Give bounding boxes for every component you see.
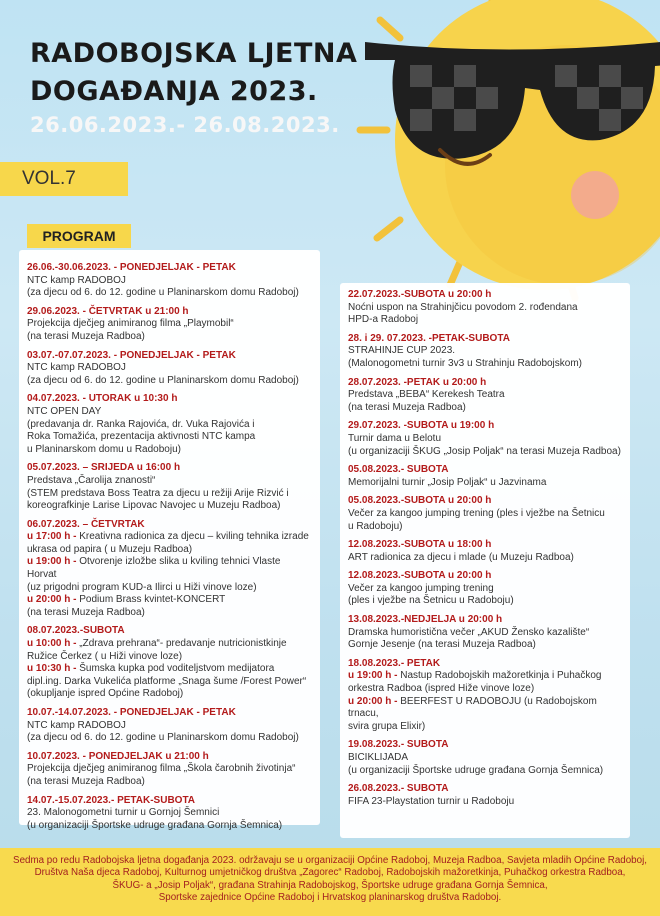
event-date: 03.07.-07.07.2023. - PONEDJELJAK - PETAK <box>27 349 236 361</box>
event-line <box>27 331 312 344</box>
event-text: Memorijalni turnir „Josip Poljak“ u Jazvinama <box>348 476 547 488</box>
event-text: „Zdrava prehrana“- predavanje nutricionistkinje <box>79 638 287 650</box>
event-text: NTC kamp RADOBOJ <box>27 719 126 731</box>
event-text: (na terasi Muzeja Radboa) <box>27 775 145 787</box>
event-line <box>348 583 622 596</box>
event-entry <box>348 420 622 458</box>
program-list-right <box>340 283 630 838</box>
event-time: u 20:00 h - <box>348 695 401 707</box>
event-text: (predavanja dr. Ranka Rajovića, dr. Vuka Rajovića i <box>27 418 255 430</box>
footer-organizers <box>0 848 660 916</box>
event-date: 06.07.2023. – ČETVRTAK <box>27 518 145 530</box>
event-line <box>348 358 622 371</box>
event-entry <box>27 462 312 512</box>
event-line <box>348 302 622 315</box>
event-line <box>348 477 622 490</box>
event-entry <box>348 495 622 533</box>
event-date: 26.08.2023.- SUBOTA <box>348 783 449 795</box>
event-text: (za djecu od 6. do 12. godine u Planinarskom domu Radoboj) <box>27 732 299 744</box>
event-line <box>348 721 622 734</box>
event-text: BICIKLIJADA <box>348 752 409 763</box>
event-line <box>348 765 622 778</box>
event-line <box>27 820 312 833</box>
event-text: Podium Brass kvintet-KONCERT <box>79 594 226 606</box>
event-date: 13.08.2023.-NEDJELJA u 20:00 h <box>348 614 503 626</box>
event-line <box>27 419 312 432</box>
event-text: FIFA 23-Playstation turnir u Radoboju <box>348 795 515 807</box>
event-line <box>348 639 622 652</box>
event-line <box>27 607 312 620</box>
event-date: 12.08.2023.-SUBOTA u 20:00 h <box>348 570 492 582</box>
event-time: u 10:00 h - <box>27 638 80 650</box>
event-line <box>348 508 622 521</box>
cheek-icon <box>571 171 619 219</box>
event-line <box>348 670 622 683</box>
event-entry <box>348 739 622 777</box>
event-text: Projekcija dječjeg animiranog filma „Škola čarobnih životinja“ <box>27 763 296 775</box>
event-line <box>27 807 312 820</box>
event-date: 28.07.2023. -PETAK u 20:00 h <box>348 376 487 388</box>
event-line <box>27 556 312 581</box>
date-range: 26.06.2023.- 26.08.2023. <box>30 113 340 137</box>
event-date: 29.06.2023. - ČETVRTAK u 21:00 h <box>27 305 189 317</box>
event-line <box>348 683 622 696</box>
footer-line: Sportske zajednice Općine Radoboj i Hrvatskog planinarskog društva Radoboj. <box>158 892 502 904</box>
event-entry <box>348 289 622 327</box>
event-date: 14.07.-15.07.2023.- PETAK-SUBOTA <box>27 794 196 806</box>
event-text: Večer za kangoo jumping trening <box>348 582 494 594</box>
event-text: NTC OPEN DAY <box>27 405 102 417</box>
event-text: (STEM predstava Boss Teatra za djecu u režiji Arije Rizvić i <box>27 487 289 499</box>
event-entry <box>27 262 312 300</box>
event-entry <box>27 350 312 388</box>
event-entry <box>27 393 312 456</box>
event-entry <box>27 306 312 344</box>
event-text: Šumska kupka pod voditeljstvom medijatora <box>79 663 275 675</box>
event-text: Večer za kangoo jumping trening (ples i vježbe na Šetnicu <box>348 507 605 519</box>
event-text: (Malonogometni turnir 3v3 u Strahinju Radobojskom) <box>348 357 583 369</box>
event-text: (okupljanje ispred Općine Radoboj) <box>27 688 184 700</box>
event-line <box>27 475 312 488</box>
event-text: u Radoboju) <box>348 520 403 532</box>
event-line <box>27 688 312 701</box>
event-entry <box>27 519 312 620</box>
event-line <box>348 389 622 402</box>
event-line <box>27 594 312 607</box>
event-text: Otvorenje izložbe slika u kviling tehnici Vlaste Horvat <box>27 556 281 581</box>
event-date: 10.07.-14.07.2023. - PONEDJELJAK - PETAK <box>27 707 236 718</box>
event-text: dipl.ing. Darka Vukelića platforme „Snaga šume /Forest Power“ <box>27 675 307 687</box>
event-date: 05.08.2023.- SUBOTA <box>348 464 449 476</box>
event-line <box>27 676 312 689</box>
event-entry <box>27 751 312 789</box>
event-time: u 19:00 h - <box>348 670 401 682</box>
event-line <box>27 531 312 544</box>
event-entry <box>27 707 312 745</box>
event-line <box>348 314 622 327</box>
event-line <box>27 651 312 664</box>
event-text: svira grupa Elixir) <box>348 720 426 732</box>
event-line <box>27 406 312 419</box>
page-title <box>30 35 357 111</box>
event-text: HPD-a Radoboj <box>348 314 419 326</box>
event-text: (za djecu od 6. do 12. godine u Planinarskom domu Radoboj) <box>27 287 299 299</box>
event-entry <box>27 625 312 701</box>
event-text: (u organizaciji Športske udruge građana Gornja Šemnica) <box>348 764 604 776</box>
event-line <box>348 627 622 640</box>
event-date: 28. i 29. 07.2023. -PETAK-SUBOTA <box>348 332 510 344</box>
event-date: 05.08.2023.-SUBOTA u 20:00 h <box>348 495 492 507</box>
event-line <box>348 446 622 459</box>
event-text: (u organizaciji Športske udruge građana Gornja Šemnica) <box>27 819 283 831</box>
event-line <box>27 638 312 651</box>
event-date: 10.07.2023. - PONEDJELJAK u 21:00 h <box>27 750 209 762</box>
event-date: 29.07.2023. -SUBOTA u 19:00 h <box>348 420 495 432</box>
event-text: Ružice Čerkez ( u Hiži vinove loze) <box>27 650 183 662</box>
event-text: BEERFEST U RADOBOJU (u Radobojskom trnacu, <box>348 695 597 720</box>
event-text: u Planinarskom domu u Radoboju) <box>27 443 181 455</box>
event-text: Noćni uspon na Strahinjčicu povodom 2. rođendana <box>348 301 578 313</box>
event-time: u 17:00 h - <box>27 531 80 543</box>
event-line <box>348 696 622 721</box>
footer-line: Sedma po redu Radobojska ljetna događanja 2023. održavaju se u organizaciji Općine Radoboj, Muzeja Radboa, Savjeta mladih Općine Radoboj, <box>13 855 647 866</box>
event-line <box>348 433 622 446</box>
event-line <box>348 595 622 608</box>
footer-line: Društva Naša djeca Radoboj, Kulturnog umjetničkog društva „Zagorec“ Radoboj, Radobojskih mažoretkinja, Puhačkog orkestra Radboa, <box>34 867 626 879</box>
event-text: Predstava „BEBA“ Kerekesh Teatra <box>348 389 505 401</box>
event-text: (ples i vježbe na Šetnicu u Radoboju) <box>348 595 514 607</box>
event-text: orkestra Radboa (ispred Hiže vinove loze) <box>348 683 535 695</box>
event-entry <box>348 333 622 371</box>
event-date: 04.07.2023. - UTORAK u 10:30 h <box>27 393 178 405</box>
event-time: u 20:00 h - <box>27 594 80 606</box>
event-text: (na terasi Muzeja Radboa) <box>348 401 466 413</box>
sun-illustration <box>355 0 660 310</box>
event-text: STRAHINJE CUP 2023. <box>348 345 456 357</box>
footer-line: ŠKUG- a „Josip Poljak“, građana Strahinja Radobojskog, Športske udruge građana Gornja Šemnica, <box>112 879 548 891</box>
event-line <box>348 345 622 358</box>
volume-badge: VOL.7 <box>0 162 128 196</box>
event-line <box>27 544 312 557</box>
event-entry <box>348 539 622 564</box>
event-line <box>27 275 312 288</box>
title-line-1: RADOBOJSKA LJETNA <box>30 38 358 69</box>
event-entry <box>27 795 312 833</box>
event-text: (uz prigodni program KUD-a Ilirci u Hiži vinove loze) <box>27 581 257 593</box>
event-time: u 10:30 h - <box>27 663 80 675</box>
event-text: (na terasi Muzeja Radboa) <box>27 330 145 342</box>
event-text: Gornje Jesenje (na terasi Muzeja Radboa) <box>348 639 536 651</box>
title-line-2: DOGAĐANJA 2023. <box>30 76 318 107</box>
event-line <box>27 431 312 444</box>
event-entry <box>348 377 622 415</box>
event-line <box>348 796 622 809</box>
event-line <box>348 521 622 534</box>
event-line <box>27 776 312 789</box>
event-entry <box>348 464 622 489</box>
event-text: NTC kamp RADOBOJ <box>27 274 126 286</box>
event-line <box>27 375 312 388</box>
event-date: 26.06.-30.06.2023. - PONEDJELJAK - PETAK <box>27 262 236 273</box>
event-time: u 19:00 h - <box>27 556 80 568</box>
event-line <box>27 500 312 513</box>
event-line <box>348 402 622 415</box>
event-line <box>27 318 312 331</box>
event-date: 05.07.2023. – SRIJEDA u 16:00 h <box>27 462 181 474</box>
event-line <box>27 362 312 375</box>
event-line <box>27 488 312 501</box>
event-date: 08.07.2023.-SUBOTA <box>27 625 125 637</box>
event-text: (na terasi Muzeja Radboa) <box>27 606 145 618</box>
event-text: (za djecu od 6. do 12. godine u Planinarskom domu Radoboj) <box>27 374 299 386</box>
event-text: Turnir dama u Belotu <box>348 432 442 444</box>
event-date: 18.08.2023.- PETAK <box>348 657 441 669</box>
event-date: 22.07.2023.-SUBOTA u 20:00 h <box>348 289 492 300</box>
event-date: 19.08.2023.- SUBOTA <box>348 739 449 751</box>
event-text: Roka Tomažića, prezentacija aktivnosti NTC kampa <box>27 431 256 443</box>
event-text: (u organizaciji ŠKUG „Josip Poljak“ na terasi Muzeja Radboa) <box>348 445 621 457</box>
event-text: 23. Malonogometni turnir u Gornjoj Šemnici <box>27 807 220 819</box>
event-line <box>27 582 312 595</box>
event-line <box>27 732 312 745</box>
program-list-left <box>19 250 320 831</box>
event-entry <box>348 658 622 734</box>
event-text: Dramska humoristična večer „AKUD Žensko kazalište“ <box>348 626 590 638</box>
event-text: Predstava „Čarolija znanosti“ <box>27 474 156 486</box>
event-text: Kreativna radionica za djecu – kviling tehnika izrade <box>79 531 309 543</box>
event-text: koreografkinje Larise Lipovac Navojec u Muzeju Radboa) <box>27 500 281 512</box>
event-text: ukrasa od papira ( u Muzeju Radboa) <box>27 543 193 555</box>
event-text: ART radionica za djecu i mlade (u Muzeju Radboa) <box>348 551 574 563</box>
program-label: PROGRAM <box>27 224 131 248</box>
event-line <box>27 444 312 457</box>
event-date: 12.08.2023.-SUBOTA u 18:00 h <box>348 539 492 551</box>
event-line <box>27 763 312 776</box>
event-entry <box>348 570 622 608</box>
event-text: NTC kamp RADOBOJ <box>27 362 126 374</box>
event-line <box>27 663 312 676</box>
event-text: Projekcija dječjeg animiranog filma „Playmobil“ <box>27 318 234 330</box>
event-line <box>27 287 312 300</box>
event-text: Nastup Radobojskih mažoretkinja i Puhačkog <box>400 670 602 682</box>
event-entry <box>348 783 622 808</box>
event-line <box>27 720 312 733</box>
event-entry <box>348 614 622 652</box>
event-line <box>348 552 622 565</box>
event-line <box>348 752 622 765</box>
